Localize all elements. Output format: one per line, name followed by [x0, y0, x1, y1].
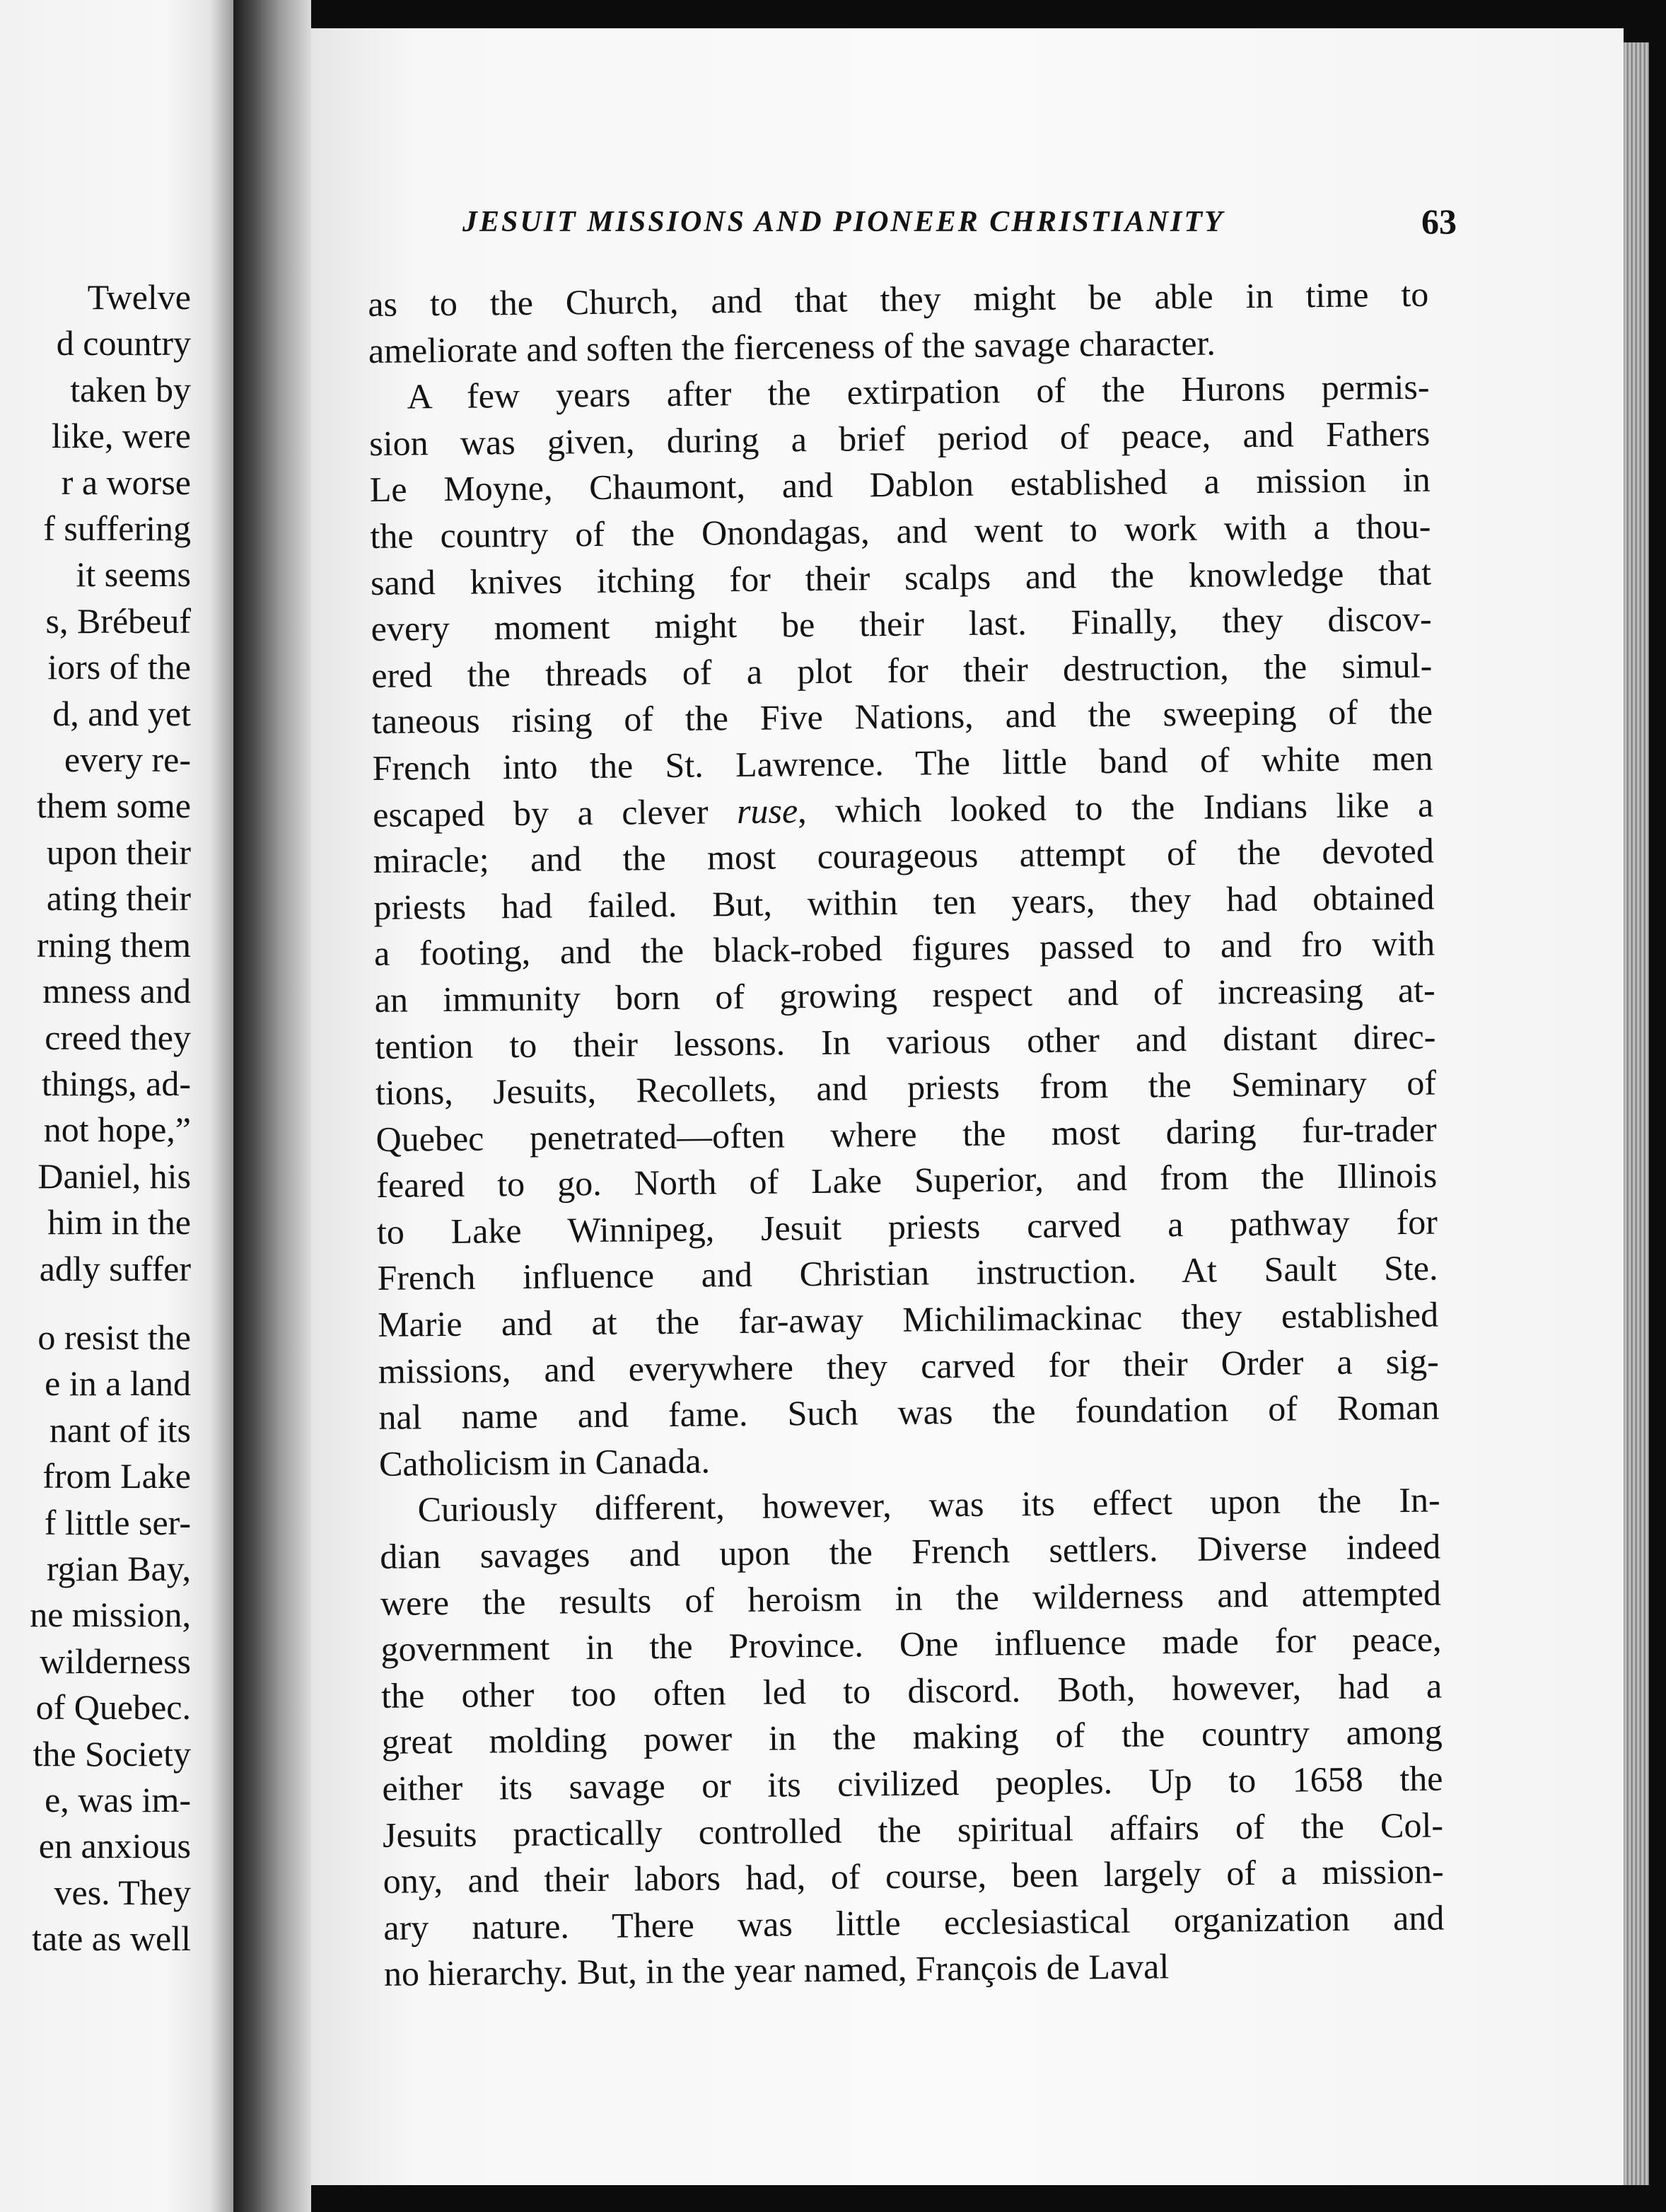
- left-line: Daniel, his: [37, 1156, 191, 1196]
- left-line: Twelve: [87, 277, 191, 317]
- text-line: Catholicism in Canada.: [378, 1440, 711, 1484]
- left-facing-page: [0, 0, 233, 2212]
- left-line: s, Brébeuf: [45, 600, 191, 641]
- left-line: tate as well: [32, 1919, 191, 1959]
- body-text: [368, 272, 1445, 1998]
- book-gutter: [233, 0, 311, 2212]
- left-line: f suffering: [43, 508, 191, 549]
- text-line: sion was given, during a brief period of peace, and Fathers: [368, 413, 1431, 463]
- text-line: A few years after the extirpation of the Hurons permis-: [407, 366, 1430, 417]
- text-line: ered the threads of a plot for their destruction, the simul-: [371, 645, 1433, 695]
- page-number: 63: [1421, 202, 1457, 241]
- left-line: every re-: [64, 740, 191, 780]
- left-line: e, was im-: [45, 1780, 191, 1820]
- text-line: Marie and at the far-away Michilimackinac they established: [377, 1294, 1439, 1344]
- text-line: tions, Jesuits, Recollets, and priests from the Seminary of: [375, 1062, 1437, 1113]
- left-line: o resist the: [37, 1317, 191, 1357]
- left-line: him in the: [47, 1202, 191, 1242]
- text-line: tention to their lessons. In various other and distant direc-: [375, 1016, 1436, 1066]
- left-line: ves. They: [54, 1872, 191, 1912]
- text-line: to Lake Winnipeg, Jesuit priests carved a pathway for: [376, 1201, 1438, 1252]
- text-line: ony, and their labors had, of course, been largely of a mission-: [383, 1851, 1444, 1902]
- text-line: Curiously different, however, was its effect upon the In-: [417, 1479, 1440, 1530]
- text-line: government in the Province. One influence made for peace,: [380, 1619, 1442, 1670]
- left-line: taken by: [70, 369, 191, 409]
- text-line: priests had failed. But, within ten years, they had obtained: [373, 877, 1435, 927]
- text-line: sand knives itching for their scalps and the knowledge that: [370, 552, 1432, 603]
- text-line: either its savage or its civilized peoples. Up to 1658 the: [382, 1758, 1443, 1808]
- text-line: Quebec penetrated—often where the most daring fur-trader: [375, 1109, 1437, 1159]
- running-head: [311, 202, 1457, 248]
- left-line: the Society: [33, 1733, 191, 1774]
- text-line: every moment might be their last. Finally, they discov-: [371, 598, 1432, 649]
- text-line: great molding power in the making of the country among: [381, 1711, 1443, 1762]
- italic-word: ruse: [736, 790, 798, 831]
- left-line: adly suffer: [39, 1248, 191, 1288]
- text-line: missions, and everywhere they carved for their Order a sig-: [378, 1341, 1439, 1391]
- text-line: the other too often led to discord. Both, however, had a: [380, 1665, 1443, 1716]
- left-line: creed they: [45, 1017, 191, 1057]
- text-line: miracle; and the most courageous attempt of the devoted: [373, 830, 1435, 881]
- text-line: as to the Church, and that they might be able in time to: [368, 274, 1429, 324]
- page-edge: [1624, 42, 1649, 2185]
- left-line: ne mission,: [30, 1595, 191, 1635]
- left-line: not hope,”: [43, 1110, 191, 1150]
- text-line: no hierarchy. But, in the year named, François de Laval: [383, 1946, 1170, 1994]
- text-line: French influence and Christian instruction. At Sault Ste.: [377, 1248, 1438, 1298]
- text-line: were the results of heroism in the wilderness and attempted: [380, 1573, 1442, 1623]
- left-line: r a worse: [61, 462, 191, 502]
- text-line: French into the St. Lawrence. The little band of white men: [372, 738, 1433, 788]
- left-line: nant of its: [49, 1409, 191, 1450]
- left-line: iors of the: [47, 647, 191, 687]
- text-line: Jesuits practically controlled the spiritual affairs of the Col-: [382, 1805, 1444, 1855]
- text-line: Le Moyne, Chaumont, and Dablon established a mission in: [369, 459, 1431, 510]
- text-line: an immunity born of growing respect and of increasing at-: [374, 970, 1435, 1020]
- text-line: a footing, and the black-robed figures passed to and fro with: [373, 923, 1435, 974]
- left-line: from Lake: [42, 1456, 191, 1496]
- left-line: like, were: [51, 416, 191, 456]
- text-line: dian savages and upon the French settlers. Diverse indeed: [380, 1526, 1441, 1576]
- left-line: e in a land: [45, 1363, 191, 1404]
- left-line: d, and yet: [52, 693, 191, 733]
- left-line: them some: [36, 786, 191, 826]
- left-line: wilderness: [40, 1641, 191, 1681]
- left-line: d country: [56, 323, 191, 363]
- left-line: f little ser-: [44, 1502, 191, 1542]
- left-line: ating their: [46, 878, 191, 919]
- text-line: nal name and fame. Such was the foundation of Roman: [378, 1387, 1440, 1438]
- left-line: en anxious: [38, 1826, 191, 1866]
- left-line: rgian Bay,: [46, 1548, 191, 1588]
- left-line: it seems: [76, 554, 191, 595]
- left-line: rning them: [36, 924, 191, 965]
- left-page-text: [0, 274, 191, 1962]
- text-line: taneous rising of the Five Nations, and the sweeping of the: [371, 691, 1433, 742]
- left-paragraph-gap: [0, 1292, 191, 1315]
- left-line: things, ad-: [41, 1063, 191, 1103]
- text-line: the country of the Onondagas, and went to work with a thou-: [370, 506, 1431, 556]
- text-line: ary nature. There was little ecclesiastical organization and: [383, 1897, 1445, 1948]
- left-line: upon their: [46, 832, 191, 872]
- running-title: JESUIT MISSIONS AND PIONEER CHRISTIANITY: [462, 206, 1225, 238]
- text-line: escaped by a clever ruse, which looked to the Indians like a: [372, 784, 1434, 834]
- left-line: mness and: [42, 971, 191, 1011]
- left-line: of Quebec.: [35, 1687, 191, 1728]
- text-line: feared to go. North of Lake Superior, and from the Illinois: [376, 1155, 1438, 1206]
- text-line: ameliorate and soften the fierceness of the savage character.: [368, 322, 1216, 371]
